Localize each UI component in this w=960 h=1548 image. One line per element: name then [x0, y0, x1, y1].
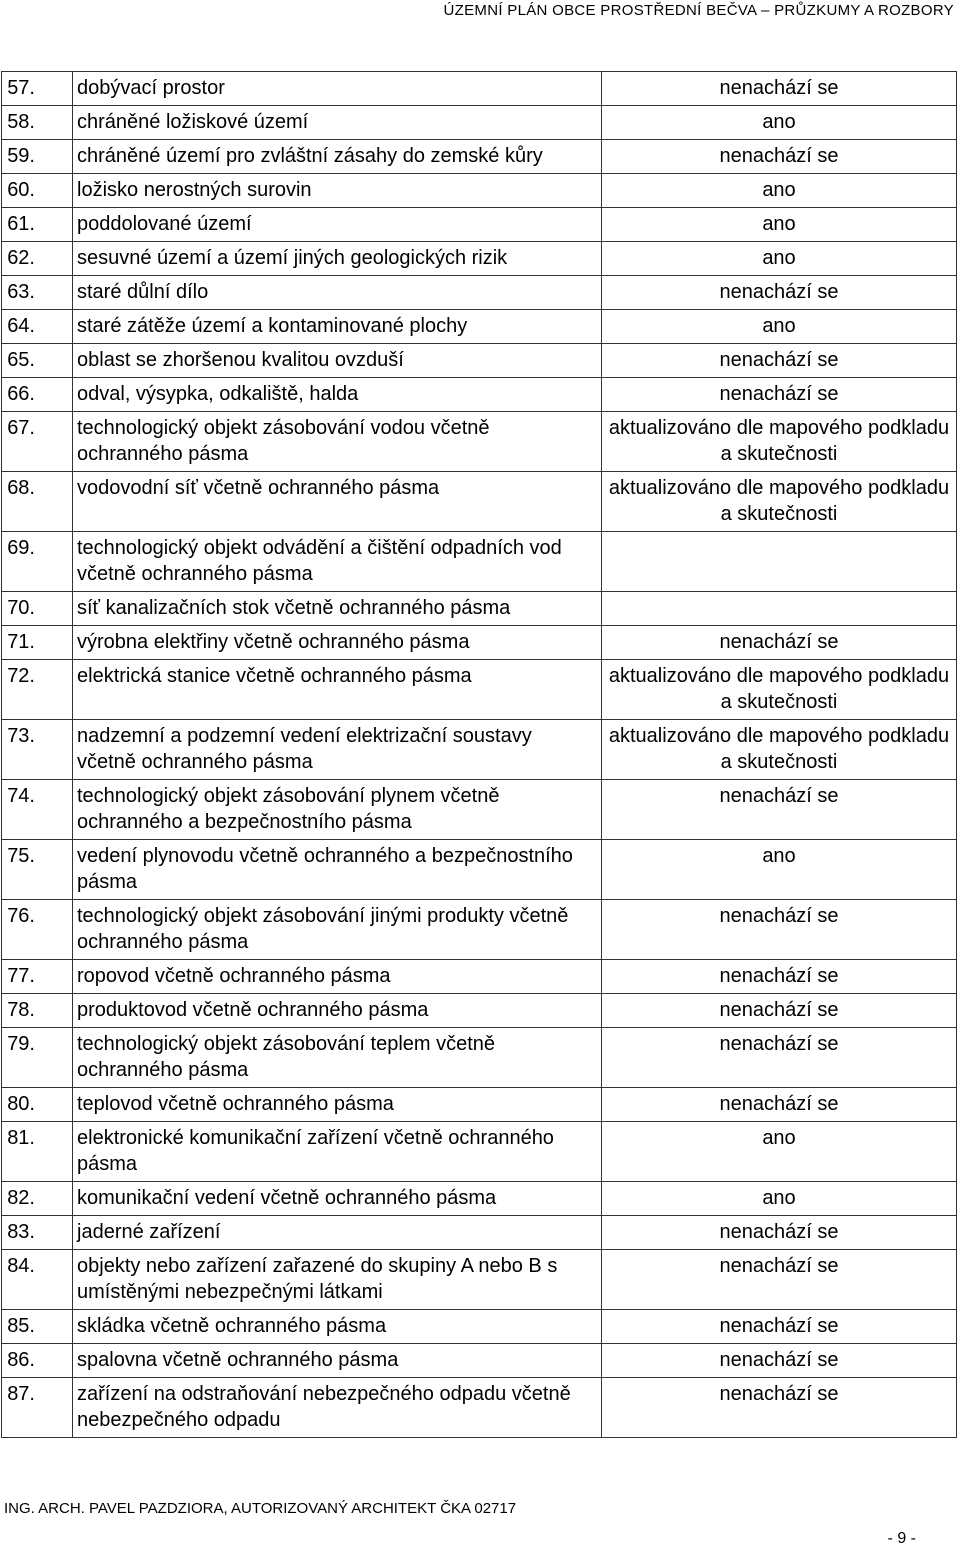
table-row [2, 1088, 957, 1122]
row-number: 86. [2, 1344, 73, 1378]
row-number: 85. [2, 1310, 73, 1344]
row-value: nenachází se [602, 344, 957, 378]
row-number: 78. [2, 994, 73, 1028]
row-description: odval, výsypka, odkaliště, halda [73, 378, 602, 412]
row-description: dobývací prostor [73, 72, 602, 106]
table-row [2, 1182, 957, 1216]
table-row [2, 960, 957, 994]
row-description: zařízení na odstraňování nebezpečného odpadu včetně nebezpečného odpadu [73, 1378, 602, 1438]
row-description: technologický objekt zásobování teplem včetně ochranného pásma [73, 1028, 602, 1088]
table-row [2, 310, 957, 344]
row-description: ložisko nerostných surovin [73, 174, 602, 208]
row-value: aktualizováno dle mapového podkladu a skutečnosti [602, 720, 957, 780]
row-description: vedení plynovodu včetně ochranného a bezpečnostního pásma [73, 840, 602, 900]
row-number: 60. [2, 174, 73, 208]
table-row [2, 140, 957, 174]
table-row [2, 780, 957, 840]
row-value [602, 532, 957, 592]
row-description: teplovod včetně ochranného pásma [73, 1088, 602, 1122]
row-number: 74. [2, 780, 73, 840]
row-number: 73. [2, 720, 73, 780]
row-value: ano [602, 840, 957, 900]
row-description: chráněné území pro zvláštní zásahy do zemské kůry [73, 140, 602, 174]
row-number: 66. [2, 378, 73, 412]
row-value: nenachází se [602, 1378, 957, 1438]
row-number: 79. [2, 1028, 73, 1088]
table-row [2, 412, 957, 472]
table-row [2, 1344, 957, 1378]
row-value: nenachází se [602, 1310, 957, 1344]
table-row [2, 840, 957, 900]
row-value: nenachází se [602, 1344, 957, 1378]
table-row [2, 242, 957, 276]
row-number: 67. [2, 412, 73, 472]
row-description: vodovodní síť včetně ochranného pásma [73, 472, 602, 532]
row-value [602, 592, 957, 626]
row-description: jaderné zařízení [73, 1216, 602, 1250]
table-row [2, 1028, 957, 1088]
row-description: ropovod včetně ochranného pásma [73, 960, 602, 994]
row-number: 84. [2, 1250, 73, 1310]
row-value: ano [602, 174, 957, 208]
row-value: aktualizováno dle mapového podkladu a skutečnosti [602, 472, 957, 532]
row-description: technologický objekt zásobování plynem včetně ochranného a bezpečnostního pásma [73, 780, 602, 840]
row-description: elektronické komunikační zařízení včetně ochranného pásma [73, 1122, 602, 1182]
row-number: 68. [2, 472, 73, 532]
row-description: technologický objekt zásobování jinými produkty včetně ochranného pásma [73, 900, 602, 960]
row-number: 71. [2, 626, 73, 660]
document-header: ÚZEMNÍ PLÁN OBCE PROSTŘEDNÍ BEČVA – PRŮZKUMY A ROZBORY [443, 2, 954, 19]
row-description: poddolované území [73, 208, 602, 242]
table-row [2, 1250, 957, 1310]
row-number: 83. [2, 1216, 73, 1250]
row-value: ano [602, 1122, 957, 1182]
row-description: výrobna elektřiny včetně ochranného pásma [73, 626, 602, 660]
row-description: spalovna včetně ochranného pásma [73, 1344, 602, 1378]
row-number: 63. [2, 276, 73, 310]
row-description: objekty nebo zařízení zařazené do skupiny A nebo B s umístěnými nebezpečnými látkami [73, 1250, 602, 1310]
row-value: nenachází se [602, 1250, 957, 1310]
row-number: 75. [2, 840, 73, 900]
row-number: 82. [2, 1182, 73, 1216]
table-row [2, 900, 957, 960]
table-row [2, 994, 957, 1028]
table-row [2, 378, 957, 412]
table-row [2, 592, 957, 626]
row-number: 80. [2, 1088, 73, 1122]
row-number: 81. [2, 1122, 73, 1182]
row-value: nenachází se [602, 626, 957, 660]
row-value: nenachází se [602, 1216, 957, 1250]
row-description: technologický objekt odvádění a čištění odpadních vod včetně ochranného pásma [73, 532, 602, 592]
limits-table [1, 71, 957, 1438]
row-number: 58. [2, 106, 73, 140]
table-row [2, 720, 957, 780]
row-description: elektrická stanice včetně ochranného pásma [73, 660, 602, 720]
row-description: staré zátěže území a kontaminované plochy [73, 310, 602, 344]
row-value: nenachází se [602, 140, 957, 174]
row-value: aktualizováno dle mapového podkladu a skutečnosti [602, 412, 957, 472]
row-description: staré důlní dílo [73, 276, 602, 310]
row-value: ano [602, 1182, 957, 1216]
row-number: 77. [2, 960, 73, 994]
table-row [2, 1216, 957, 1250]
row-value: ano [602, 242, 957, 276]
table-row [2, 208, 957, 242]
row-description: nadzemní a podzemní vedení elektrizační soustavy včetně ochranného pásma [73, 720, 602, 780]
row-description: oblast se zhoršenou kvalitou ovzduší [73, 344, 602, 378]
row-number: 70. [2, 592, 73, 626]
row-number: 62. [2, 242, 73, 276]
row-number: 61. [2, 208, 73, 242]
row-value: aktualizováno dle mapového podkladu a skutečnosti [602, 660, 957, 720]
row-number: 57. [2, 72, 73, 106]
row-description: chráněné ložiskové území [73, 106, 602, 140]
table-row [2, 532, 957, 592]
row-value: ano [602, 106, 957, 140]
table-row [2, 472, 957, 532]
row-value: nenachází se [602, 276, 957, 310]
row-description: sesuvné území a území jiných geologických rizik [73, 242, 602, 276]
row-value: nenachází se [602, 900, 957, 960]
row-value: nenachází se [602, 1028, 957, 1088]
table-row [2, 174, 957, 208]
table-row [2, 1310, 957, 1344]
table-row [2, 344, 957, 378]
row-description: síť kanalizačních stok včetně ochranného pásma [73, 592, 602, 626]
row-number: 69. [2, 532, 73, 592]
row-value: nenachází se [602, 72, 957, 106]
table-row [2, 106, 957, 140]
row-value: ano [602, 208, 957, 242]
table-row [2, 276, 957, 310]
page-number: - 9 - [887, 1530, 916, 1547]
table-row [2, 660, 957, 720]
row-value: nenachází se [602, 1088, 957, 1122]
row-value: nenachází se [602, 780, 957, 840]
row-description: komunikační vedení včetně ochranného pásma [73, 1182, 602, 1216]
row-number: 65. [2, 344, 73, 378]
footer-author: ING. ARCH. PAVEL PAZDZIORA, AUTORIZOVANÝ ARCHITEKT ČKA 02717 [4, 1500, 517, 1517]
row-value: nenachází se [602, 994, 957, 1028]
table-body [2, 72, 957, 1438]
table-row [2, 72, 957, 106]
row-description: technologický objekt zásobování vodou včetně ochranného pásma [73, 412, 602, 472]
row-number: 72. [2, 660, 73, 720]
row-number: 76. [2, 900, 73, 960]
row-number: 87. [2, 1378, 73, 1438]
table-row [2, 1122, 957, 1182]
row-value: nenachází se [602, 378, 957, 412]
table-row [2, 626, 957, 660]
row-description: skládka včetně ochranného pásma [73, 1310, 602, 1344]
row-value: ano [602, 310, 957, 344]
row-value: nenachází se [602, 960, 957, 994]
table-row [2, 1378, 957, 1438]
row-number: 59. [2, 140, 73, 174]
row-description: produktovod včetně ochranného pásma [73, 994, 602, 1028]
row-number: 64. [2, 310, 73, 344]
